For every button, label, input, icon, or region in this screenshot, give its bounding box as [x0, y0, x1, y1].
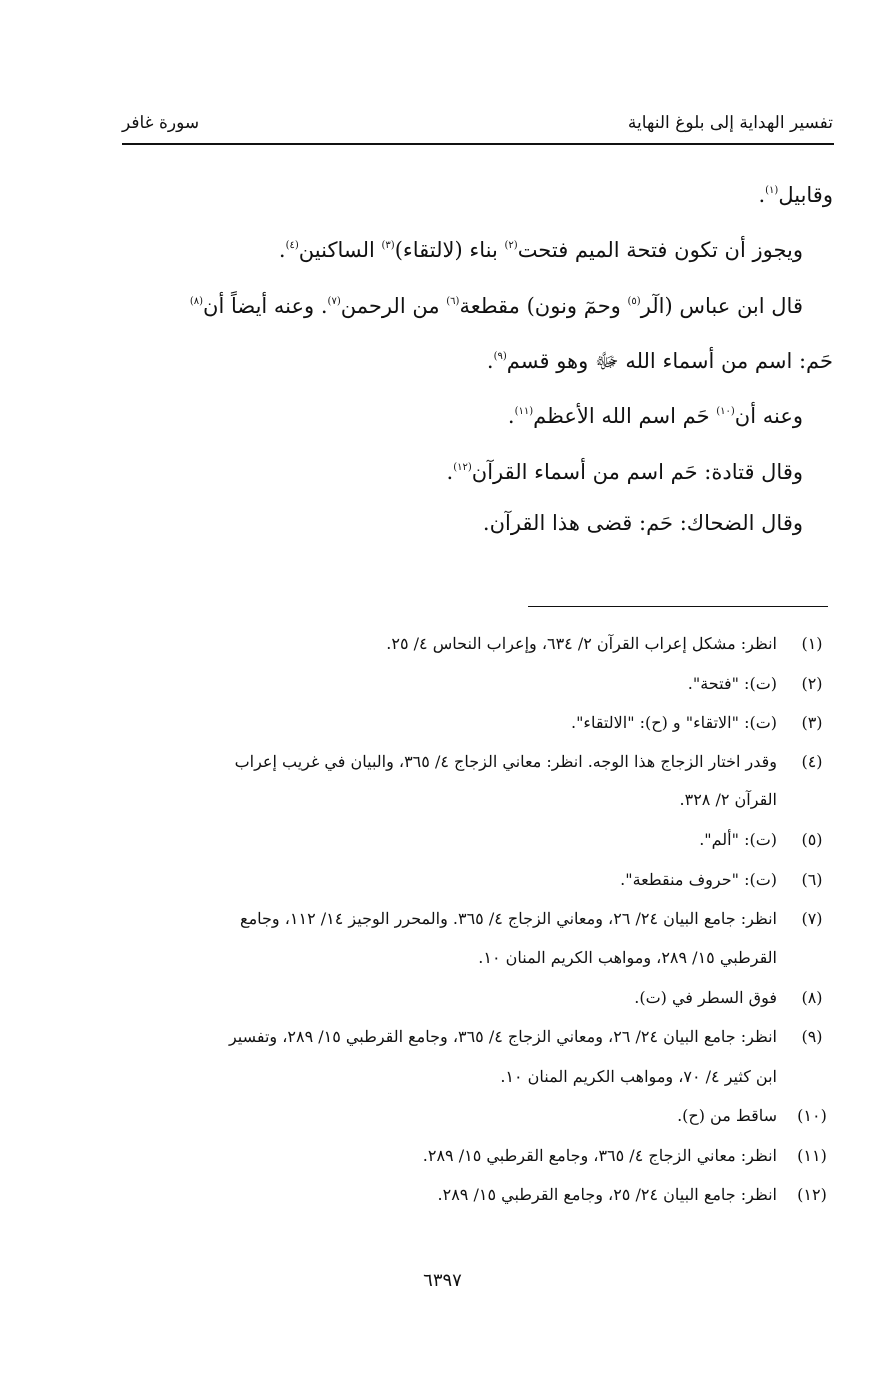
- footnote-marker: (٣): [381, 240, 395, 251]
- body-text: وقال الضحاك: حَم: قضى هذا القرآن.: [482, 511, 803, 535]
- page-number: ٦٣٩٧: [423, 1270, 462, 1291]
- footnote-marker: (٦): [446, 296, 460, 307]
- body-text: حَم اسم الله الأعظم: [533, 404, 717, 428]
- running-header-title: تفسير الهداية إلى بلوغ النهاية: [627, 113, 833, 133]
- footnote-text: (ت): "ألم".: [699, 830, 777, 849]
- footnote-number: (١٠): [797, 1106, 827, 1125]
- body-text: ويجوز أن تكون فتحة الميم فتحت: [517, 238, 803, 262]
- footnote-marker: (١): [765, 185, 779, 196]
- footnote-marker: (٢): [504, 240, 518, 251]
- body-line-6: [447, 451, 803, 489]
- footnote-marker: (١٢): [453, 462, 472, 473]
- footnote: [110, 1106, 829, 1126]
- footnote-text: انظر: جامع البيان ٢٤/ ٢٦، ومعاني الزجاج ٤/ ٣٦٥. والمحرر الوجيز ١٤/ ١١٢، وجامع: [240, 909, 777, 928]
- footnote-marker: (٧): [327, 296, 341, 307]
- footnote-text: انظر: جامع البيان ٢٤/ ٢٦، ومعاني الزجاج ٤/ ٣٦٥، وجامع القرطبي ١٥/ ٢٨٩، وتفسير: [228, 1027, 777, 1046]
- footnote-marker: (١١): [514, 406, 534, 417]
- body-text: .: [278, 238, 286, 262]
- body-line-5: [508, 395, 803, 433]
- footnote: [110, 988, 829, 1008]
- footnote: [110, 909, 829, 967]
- body-line-2: [279, 229, 803, 267]
- footnote-text: (ت): "الاتقاء" و (ح): "الالتقاء".: [570, 713, 777, 732]
- footnote-number: (٦): [801, 870, 823, 889]
- body-text: قال ابن عباس (الٓر: [640, 294, 803, 318]
- body-text: بناء (لالتقاء): [394, 238, 505, 262]
- body-line-4: [487, 340, 833, 378]
- body-text: الساكنين: [298, 238, 382, 262]
- footnote-marker: (٤): [285, 240, 299, 251]
- footnote: [110, 870, 829, 890]
- body-text: وقابيل: [778, 183, 833, 207]
- footnote-text: انظر: مشكل إعراب القرآن ٢/ ٦٣٤، وإعراب النحاس ٤/ ٢٥.: [386, 634, 777, 653]
- body-text: .: [446, 460, 454, 484]
- footnote-number: (١٢): [797, 1185, 827, 1204]
- footnote: [110, 713, 829, 733]
- footnote-marker: (٥): [627, 296, 641, 307]
- footnote-number: (١١): [797, 1146, 827, 1165]
- footnote-number: (٩): [801, 1027, 823, 1046]
- footnote-text: فوق السطر في (ت).: [634, 988, 777, 1007]
- footnote-text: (ت): "فتحة".: [687, 674, 777, 693]
- footnote-number: (٣): [801, 713, 823, 732]
- footnote-number: (٢): [801, 674, 823, 693]
- body-text: وقال قتادة: حَم اسم من أسماء القرآن: [471, 460, 803, 484]
- footnote-number: (٤): [801, 752, 823, 771]
- footnote-continuation: ابن كثير ٤/ ٧٠، ومواهب الكريم المنان ١٠.: [500, 1067, 777, 1086]
- body-text: .: [486, 349, 494, 373]
- footnote-number: (٥): [801, 830, 823, 849]
- body-text: وعنه أن: [734, 404, 803, 428]
- body-text: حَم: اسم من أسماء الله ﷻ وهو قسم: [506, 349, 833, 373]
- footnote-marker: (١٠): [716, 406, 735, 417]
- footnote-marker: (٨): [189, 296, 204, 307]
- footnote-rule: [528, 606, 828, 607]
- header-rule: [122, 143, 834, 145]
- footnote-text: وقدر اختار الزجاج هذا الوجه. انظر: معاني الزجاج ٤/ ٣٦٥، والبيان في غريب إعراب: [234, 752, 777, 771]
- body-line-7: [483, 506, 803, 540]
- footnote: [110, 1146, 829, 1166]
- body-text: وحمٓ ونون) مقطعة: [459, 294, 628, 318]
- footnote-continuation: القرآن ٢/ ٣٢٨.: [679, 790, 777, 809]
- footnote: [110, 752, 829, 809]
- body-text: . وعنه أيضاً أن: [203, 294, 328, 318]
- running-header-surah: سورة غافر: [122, 113, 200, 133]
- body-text: .: [758, 183, 766, 207]
- footnote-text: انظر: جامع البيان ٢٤/ ٢٥، وجامع القرطبي ١٥/ ٢٨٩.: [437, 1185, 777, 1204]
- footnote: [110, 674, 829, 694]
- body-line-3: [190, 285, 803, 323]
- body-line-1: [758, 174, 833, 212]
- footnote-text: ساقط من (ح).: [677, 1106, 777, 1125]
- footnote-text: انظر: معاني الزجاج ٤/ ٣٦٥، وجامع القرطبي ١٥/ ٢٨٩.: [422, 1146, 777, 1165]
- footnote-number: (٧): [801, 909, 823, 928]
- footnote-continuation: القرطبي ١٥/ ٢٨٩، ومواهب الكريم المنان ١٠.: [478, 948, 777, 967]
- footnote-marker: (٩): [493, 351, 507, 362]
- footnote: [110, 1027, 829, 1086]
- footnote: [110, 634, 829, 654]
- footnote: [110, 830, 829, 850]
- footnote-number: (١): [801, 634, 823, 653]
- footnote-text: (ت): "حروف منقطعة".: [620, 870, 777, 889]
- body-text: .: [507, 404, 515, 428]
- footnote-number: (٨): [801, 988, 823, 1007]
- body-text: من الرحمن: [340, 294, 447, 318]
- footnote: [110, 1185, 829, 1205]
